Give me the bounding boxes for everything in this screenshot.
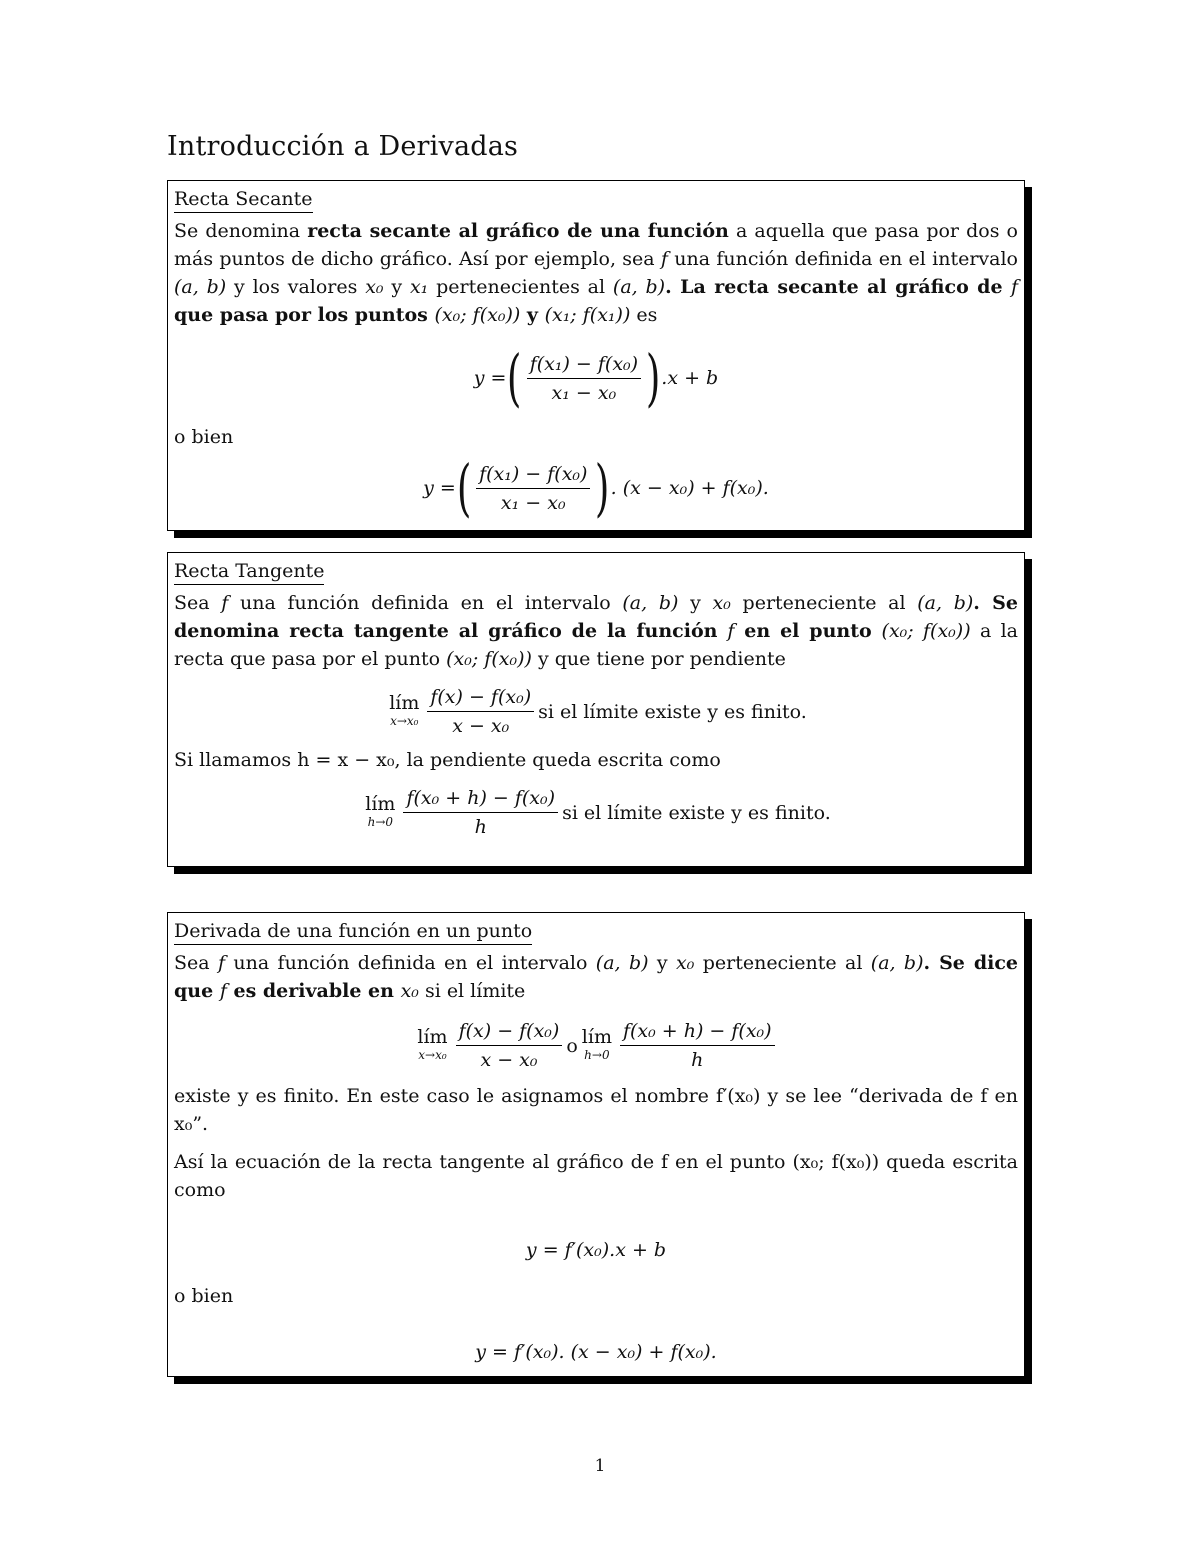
derivative-limit-equation: lím x→x₀ $\frac{\text{f(x) − f(x₀)}}{\text{x − x₀}}$ o lím h→0 $\frac{\text{f(x₀ + h) − f(x₀)}}{h}$ [174, 1019, 1018, 1072]
left-paren: ( [507, 341, 522, 414]
difference-quotient: $\frac{\text{f(x₀ + h) − f(x₀)}}{h}$ [620, 1019, 775, 1072]
derivative-notation: existe y es finito. En este caso le asignamos el nombre f′(x₀) y se lee “derivada de f en x₀”. [174, 1085, 1018, 1135]
derivative-tangent-equation-text: Así la ecuación de la recta tangente al gráfico de f en el punto (x₀; f(x₀)) queda escrita como [174, 1151, 1018, 1201]
slope-fraction: $\frac{\text{f(x₁) − f(x₀)}}{\text{x₁ − x₀}}$ [527, 352, 641, 405]
right-paren: ) [595, 451, 610, 524]
limit-operator: lím h→0 [365, 792, 396, 829]
derivative-box [167, 912, 1025, 1377]
limit-operator: lím x→x₀ [417, 1025, 448, 1062]
difference-quotient: $\frac{\text{f(x) − f(x₀)}}{\text{x − x₀}}$ [427, 685, 534, 738]
tangent-slope-limit-x: lím x→x₀ $\frac{\text{f(x) − f(x₀)}}{\text{x − x₀}}$ si el límite existe y es finito. [389, 686, 807, 737]
tangent-slope-limit-h: lím h→0 $\frac{\text{f(x₀ + h) − f(x₀)}}{h}$ si el límite existe y es finito. [365, 787, 831, 838]
secant-equation-point-slope: y = ( $\frac{\text{f(x₁) − f(x₀)}}{\text{x₁ − x₀}}$ ) . (x − x₀) + f(x₀). [423, 451, 769, 524]
tangent-equation-slope-intercept: y = f′(x₀).x + b [525, 1239, 667, 1261]
limit-operator: lím x→x₀ [389, 691, 420, 728]
difference-quotient: $\frac{\text{f(x) − f(x₀)}}{\text{x − x₀}}$ [456, 1019, 563, 1072]
difference-quotient: $\frac{\text{f(x₀ + h) − f(x₀)}}{h}$ [403, 786, 558, 839]
tangent-line-box [167, 552, 1025, 867]
derivative-heading: Derivada de una función en un punto [174, 919, 532, 945]
page-title: Introducción a Derivadas [167, 131, 519, 162]
tangent-h-substitution: Si llamamos h = x − x₀, la pendiente queda escrita como [174, 749, 721, 771]
left-paren: ( [456, 451, 472, 524]
derivative-definition: Sea f una función definida en el intervalo (a, b) y x₀ perteneciente al (a, b). Se dice que f es derivable en x₀ si el límite [174, 952, 1018, 1002]
tangent-equation-point-slope: y = f′(x₀). (x − x₀) + f(x₀). [475, 1341, 717, 1363]
secant-line-box [167, 180, 1025, 531]
secant-equation-slope-intercept: y = ( $\frac{\text{f(x₁) − f(x₀)}}{\text{x₁ − x₀}}$ ) .x + b [473, 341, 719, 414]
secant-o-bien: o bien [174, 426, 234, 448]
slope-fraction: $\frac{\text{f(x₁) − f(x₀)}}{\text{x₁ − x₀}}$ [476, 462, 590, 515]
secant-heading: Recta Secante [174, 187, 313, 213]
tangent-definition: Sea f una función definida en el intervalo (a, b) y x₀ perteneciente al (a, b). Se denomina recta tangente al gráfico de la función f en el punto (x₀; f(x₀)) a la recta que pasa por el punto (x₀; f(x₀)) y que tiene por pendiente [174, 592, 1018, 670]
limit-operator: lím h→0 [581, 1025, 612, 1062]
right-paren: ) [645, 341, 661, 414]
secant-definition: Se denomina recta secante al gráfico de una función a aquella que pasa por dos o más puntos de dicho gráfico. Así por ejemplo, sea f una función definida en el intervalo (a, b) y los valores x₀ y x₁ pertenecientes al (a, b). La recta secante al gráfico de f que pasa por los puntos (x₀; f(x₀)) y (x₁; f(x₁)) es [174, 220, 1019, 326]
page-number: 1 [594, 1456, 606, 1476]
tangent-heading: Recta Tangente [174, 559, 324, 585]
derivative-o-bien: o bien [174, 1285, 234, 1307]
